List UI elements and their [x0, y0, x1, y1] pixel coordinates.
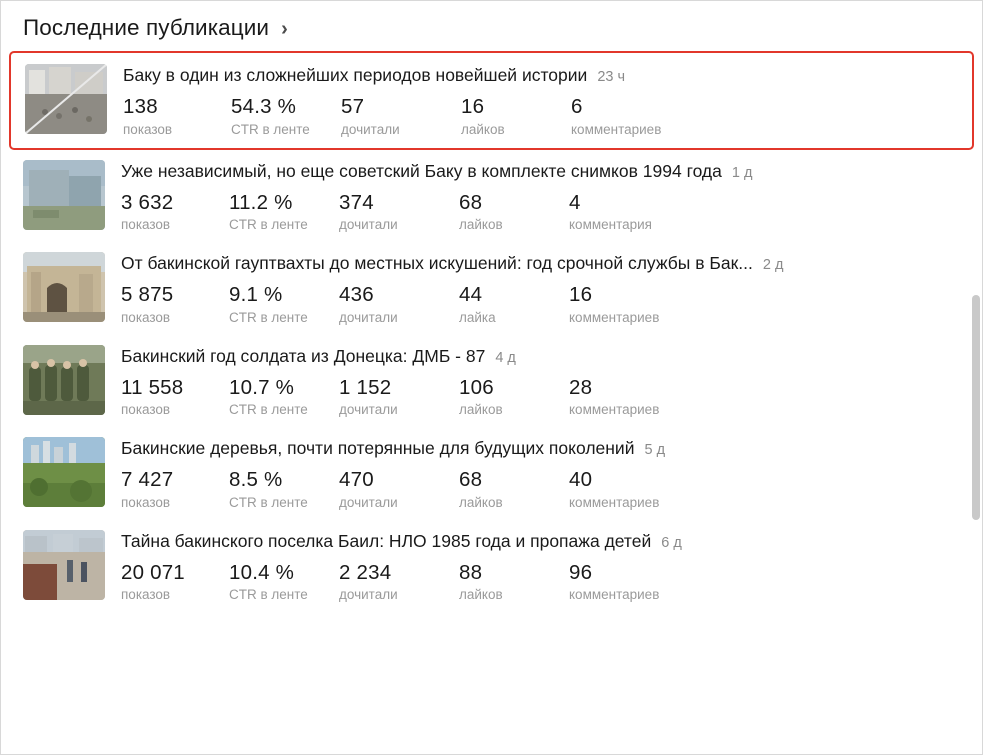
stat-value: 20 071	[121, 560, 185, 584]
list-item[interactable]	[1, 427, 982, 520]
stat-value: 436	[339, 283, 374, 307]
stat-value: 374	[339, 190, 374, 214]
stat-value: 2 234	[339, 560, 392, 584]
publication-thumbnail[interactable]	[23, 252, 105, 322]
stat-value: 16	[569, 283, 593, 307]
publication-stats	[121, 561, 962, 603]
stat-value: 11.2 %	[229, 190, 293, 214]
stat-value: 68	[459, 468, 483, 492]
publication-body	[121, 160, 962, 233]
publication-title-line	[123, 65, 952, 86]
stat-likes	[461, 95, 571, 137]
publication-stats	[121, 191, 962, 233]
stat-ctr	[229, 468, 339, 510]
stat-value: 3 632	[121, 190, 174, 214]
stat-label: показов	[121, 309, 171, 325]
stat-value: 5 875	[121, 283, 174, 307]
stat-label: комментариев	[571, 121, 662, 137]
stat-value: 44	[459, 283, 483, 307]
publication-time: 23 ч	[597, 69, 626, 85]
stat-label: лайков	[459, 587, 503, 603]
stat-value: 4	[569, 190, 581, 214]
stat-views	[121, 283, 229, 325]
stat-likes	[459, 283, 569, 325]
stat-likes	[459, 468, 569, 510]
publication-title-line	[121, 346, 962, 367]
stat-label: CTR в ленте	[229, 217, 308, 233]
stat-label: CTR в ленте	[231, 121, 310, 137]
stat-label: CTR в ленте	[229, 587, 308, 603]
stat-comments	[569, 191, 729, 233]
stat-label: дочитали	[339, 494, 398, 510]
stat-comments	[569, 283, 729, 325]
publication-title-line	[121, 253, 962, 274]
list-item[interactable]	[1, 242, 982, 335]
publication-time: 6 д	[661, 534, 682, 551]
publication-title[interactable]: От бакинской гауптвахты до местных искушений: год срочной службы в Бак...	[121, 253, 753, 274]
list-item[interactable]	[1, 150, 982, 243]
publication-title[interactable]: Баку в один из сложнейших периодов новейшей истории	[123, 65, 588, 85]
publication-time: 5 д	[644, 442, 666, 459]
list-item[interactable]	[1, 335, 982, 428]
stat-likes	[459, 191, 569, 233]
stat-label: лайка	[459, 309, 496, 325]
stat-label: дочитали	[339, 402, 398, 418]
publication-title[interactable]: Бакинский год солдата из Донецка: ДМБ - 87	[121, 345, 486, 366]
stat-views	[121, 376, 229, 418]
stat-views	[123, 95, 231, 137]
stat-label: комментариев	[569, 402, 660, 418]
stat-label: показов	[121, 587, 171, 603]
publication-thumbnail[interactable]	[23, 530, 105, 600]
stat-views	[121, 468, 229, 510]
publication-body	[121, 530, 962, 603]
stat-label: CTR в ленте	[229, 309, 308, 325]
chevron-right-icon[interactable]: ›	[281, 18, 288, 40]
stat-value: 16	[461, 95, 485, 118]
publication-title-line	[121, 531, 962, 552]
publication-thumbnail[interactable]	[23, 345, 105, 415]
stat-label: лайков	[459, 402, 503, 418]
stat-label: показов	[121, 494, 171, 510]
stat-label: комментариев	[569, 587, 660, 603]
list-item[interactable]	[9, 51, 974, 150]
publication-title[interactable]: Тайна бакинского поселка Баил: НЛО 1985 года и пропажа детей	[121, 530, 652, 551]
stat-likes	[459, 561, 569, 603]
stat-ctr	[229, 283, 339, 325]
stat-views	[121, 191, 229, 233]
publication-title[interactable]: Уже независимый, но еще советский Баку в комплекте снимков 1994 года	[121, 160, 722, 181]
publication-time: 2 д	[762, 257, 784, 274]
stat-comments	[569, 561, 729, 603]
publication-thumbnail[interactable]	[23, 160, 105, 230]
publication-time: 4 д	[495, 349, 516, 366]
publication-stats	[123, 95, 952, 137]
stat-label: показов	[121, 217, 171, 233]
stat-value: 88	[459, 560, 483, 584]
stat-ctr	[229, 561, 339, 603]
stat-value: 6	[571, 95, 583, 118]
publication-body	[121, 252, 962, 325]
stat-label: дочитали	[339, 217, 398, 233]
stat-value: 96	[569, 560, 593, 584]
stat-reads	[339, 561, 459, 603]
stat-value: 57	[341, 95, 365, 118]
publication-time: 1 д	[731, 164, 753, 181]
stat-value: 10.7 %	[229, 375, 295, 399]
vertical-scrollbar-thumb[interactable]	[972, 295, 980, 520]
stat-label: показов	[123, 121, 173, 137]
stat-comments	[569, 376, 729, 418]
stat-value: 470	[339, 468, 374, 492]
publication-body	[121, 345, 962, 418]
stat-label: лайков	[461, 121, 505, 137]
stat-likes	[459, 376, 569, 418]
stat-label: дочитали	[339, 587, 398, 603]
list-item[interactable]	[1, 520, 982, 613]
stat-value: 7 427	[121, 468, 174, 492]
publications-list	[1, 51, 982, 612]
stat-label: лайков	[459, 494, 503, 510]
stat-reads	[339, 191, 459, 233]
stat-ctr	[229, 376, 339, 418]
stat-reads	[339, 283, 459, 325]
publication-stats	[121, 283, 962, 325]
stat-comments	[569, 468, 729, 510]
publication-body	[123, 64, 952, 137]
stat-reads	[339, 468, 459, 510]
panel-header	[1, 1, 982, 51]
stat-value: 10.4 %	[229, 560, 295, 584]
stat-label: дочитали	[339, 309, 398, 325]
publication-thumbnail[interactable]	[25, 64, 107, 134]
publication-stats	[121, 376, 962, 418]
page-title: Последние публикации	[23, 15, 270, 40]
stat-label: комментариев	[569, 494, 660, 510]
stat-value: 28	[569, 375, 593, 399]
stat-views	[121, 561, 229, 603]
stat-label: CTR в ленте	[229, 402, 308, 418]
publication-title-line	[121, 438, 962, 459]
stat-reads	[339, 376, 459, 418]
stat-ctr	[229, 191, 339, 233]
stat-label: дочитали	[341, 121, 400, 137]
stat-value: 11 558	[121, 375, 184, 399]
stat-ctr	[231, 95, 341, 137]
publication-title-line	[121, 161, 962, 182]
stat-label: показов	[121, 402, 171, 418]
stat-value: 138	[123, 95, 158, 118]
stat-comments	[571, 95, 731, 137]
stat-value: 54.3 %	[231, 95, 297, 118]
stat-label: CTR в ленте	[229, 494, 308, 510]
publication-thumbnail[interactable]	[23, 437, 105, 507]
stat-value: 68	[459, 190, 483, 214]
stat-value: 106	[459, 375, 494, 399]
stat-value: 8.5 %	[229, 468, 283, 492]
stat-label: лайков	[459, 217, 503, 233]
stat-value: 1 152	[339, 375, 392, 399]
stat-value: 9.1 %	[229, 283, 283, 307]
stat-label: комментария	[569, 217, 652, 233]
publication-stats	[121, 468, 962, 510]
stat-reads	[341, 95, 461, 137]
publication-title[interactable]: Бакинские деревья, почти потерянные для будущих поколений	[121, 438, 635, 459]
stat-label: комментариев	[569, 309, 660, 325]
stat-value: 40	[569, 468, 593, 492]
publication-body	[121, 437, 962, 510]
